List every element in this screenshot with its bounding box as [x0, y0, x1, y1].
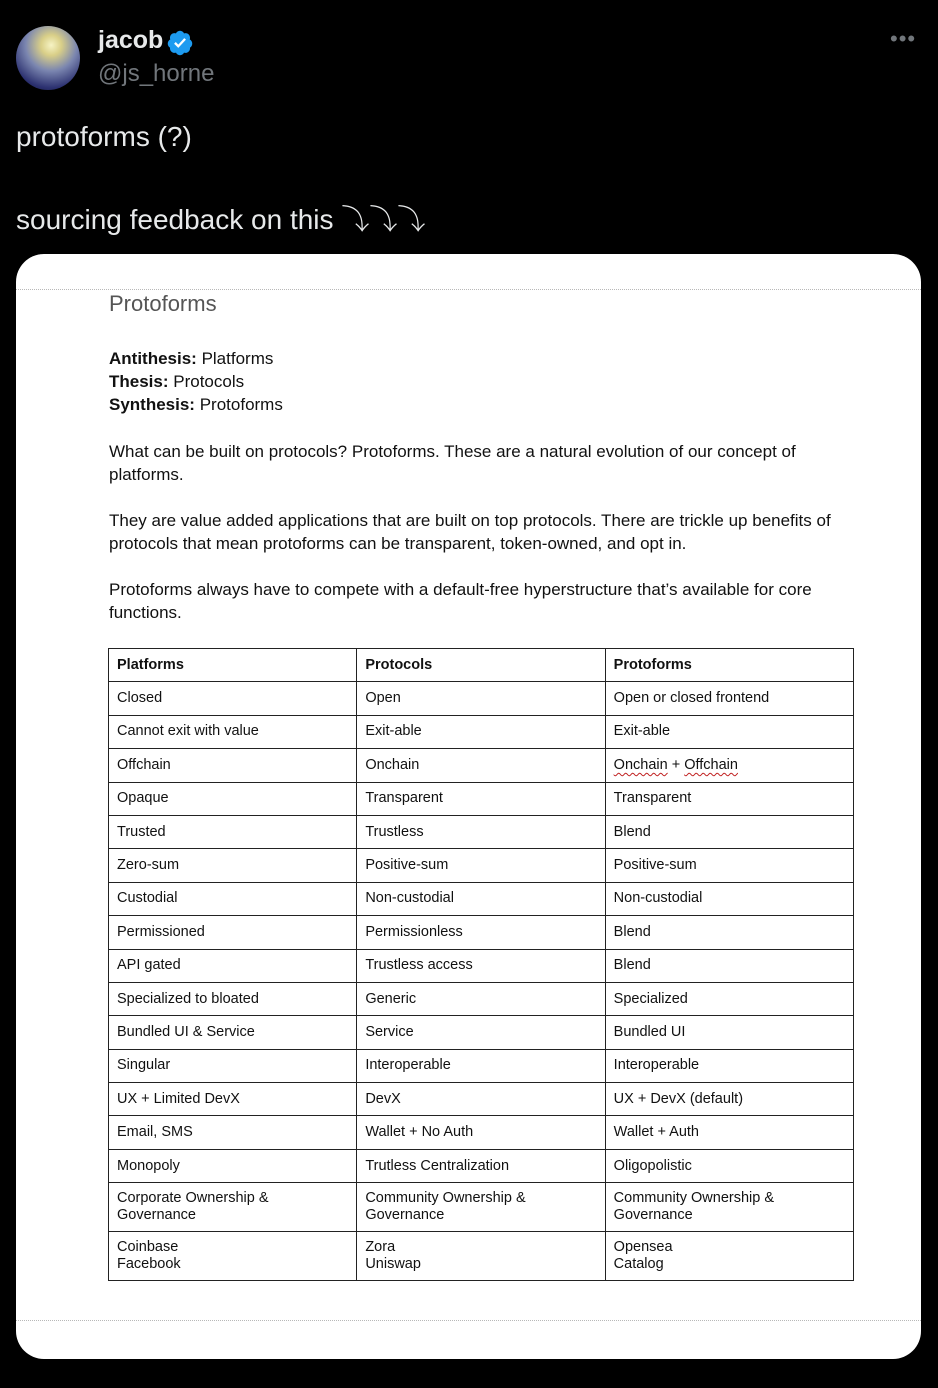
- table-row: [109, 1049, 854, 1082]
- table-row: [109, 916, 854, 949]
- verified-badge-icon: [166, 29, 194, 57]
- table-cell: Corporate Ownership & Governance: [109, 1183, 357, 1232]
- table-cell: Bundled UI: [605, 1016, 853, 1049]
- table-row: [109, 949, 854, 982]
- author-handle[interactable]: @js_horne: [98, 60, 215, 87]
- table-cell: UX + DevX (default): [605, 1083, 853, 1116]
- table-row: [109, 982, 854, 1015]
- table-row: [109, 1116, 854, 1149]
- table-cell: Transparent: [357, 782, 605, 815]
- table-cell: Opensea Catalog: [605, 1232, 853, 1281]
- paragraph-3: Protoforms always have to compete with a default-free hyperstructure that’s available for core functions.: [109, 580, 812, 622]
- table-cell: Blend: [605, 815, 853, 848]
- table-cell: Trustless access: [357, 949, 605, 982]
- table-cell: Positive-sum: [605, 849, 853, 882]
- table-cell: Permissioned: [109, 916, 357, 949]
- page-top-border: [16, 289, 921, 290]
- table-cell: Custodial: [109, 882, 357, 915]
- table-cell: Onchain: [357, 749, 605, 782]
- page-bottom-border: [16, 1320, 921, 1321]
- table-row: [109, 1083, 854, 1116]
- table-cell: Transparent: [605, 782, 853, 815]
- table-cell: Exit-able: [357, 715, 605, 748]
- table-cell: Trusted: [109, 815, 357, 848]
- table-row: [109, 815, 854, 848]
- table-cell: Zero-sum: [109, 849, 357, 882]
- table-row: [109, 782, 854, 815]
- table-cell: Community Ownership & Governance: [605, 1183, 853, 1232]
- table-header-cell: Platforms: [109, 649, 357, 682]
- table-cell: Email, SMS: [109, 1116, 357, 1149]
- table-row: [109, 1016, 854, 1049]
- table-cell: Zora Uniswap: [357, 1232, 605, 1281]
- table-cell: Blend: [605, 949, 853, 982]
- table-cell: Interoperable: [605, 1049, 853, 1082]
- table-cell: Onchain + Offchain: [605, 749, 853, 782]
- table-cell: Coinbase Facebook: [109, 1232, 357, 1281]
- table-cell: Bundled UI & Service: [109, 1016, 357, 1049]
- table-cell: Wallet + No Auth: [357, 1116, 605, 1149]
- antithesis-line: Antithesis: Platforms: [109, 349, 274, 368]
- table-cell: Offchain: [109, 749, 357, 782]
- table-cell: Open or closed frontend: [605, 682, 853, 715]
- table-cell: Non-custodial: [605, 882, 853, 915]
- table-cell: Specialized to bloated: [109, 982, 357, 1015]
- table-row: [109, 682, 854, 715]
- table-cell: Non-custodial: [357, 882, 605, 915]
- table-cell: API gated: [109, 949, 357, 982]
- table-header-cell: Protoforms: [605, 649, 853, 682]
- table-cell: UX + Limited DevX: [109, 1083, 357, 1116]
- table-cell: Specialized: [605, 982, 853, 1015]
- table-row: [109, 882, 854, 915]
- tweet-text-line-1: protoforms (?): [16, 121, 192, 152]
- table-cell: Trutless Centralization: [357, 1149, 605, 1182]
- avatar[interactable]: [16, 26, 80, 90]
- table-cell: Open: [357, 682, 605, 715]
- table-row: [109, 749, 854, 782]
- table-cell: Positive-sum: [357, 849, 605, 882]
- table-cell: Interoperable: [357, 1049, 605, 1082]
- author-name[interactable]: jacob: [98, 26, 164, 54]
- table-row: [109, 849, 854, 882]
- table-cell: Exit-able: [605, 715, 853, 748]
- table-cell: Permissionless: [357, 916, 605, 949]
- table-cell: Wallet + Auth: [605, 1116, 853, 1149]
- table-cell: Trustless: [357, 815, 605, 848]
- table-cell: DevX: [357, 1083, 605, 1116]
- table-row: [109, 1232, 854, 1281]
- table-cell: Generic: [357, 982, 605, 1015]
- tweet-image[interactable]: [16, 254, 921, 1359]
- table-header-row: [109, 649, 854, 682]
- comparison-table: [108, 648, 854, 1281]
- table-cell: Monopoly: [109, 1149, 357, 1182]
- tweet-header: [0, 0, 938, 100]
- doc-title: Protoforms: [109, 291, 217, 316]
- thesis-line: Thesis: Protocols: [109, 372, 245, 391]
- table-cell: Closed: [109, 682, 357, 715]
- table-row: [109, 1149, 854, 1182]
- tweet-text-line-2: sourcing feedback on this ⤵⤵⤵: [16, 204, 426, 235]
- table-cell: Blend: [605, 916, 853, 949]
- table-cell: Cannot exit with value: [109, 715, 357, 748]
- table-row: [109, 1183, 854, 1232]
- paragraph-2: They are value added applications that are built on top protocols. There are trickle up benefits of protocols that mean protoforms can be transparent, token-owned, and opt in.: [109, 511, 831, 553]
- more-options-icon[interactable]: •••: [890, 26, 917, 51]
- synthesis-line: Synthesis: Protoforms: [109, 395, 283, 414]
- paragraph-1: What can be built on protocols? Protoforms. These are a natural evolution of our concept of platforms.: [109, 442, 796, 484]
- table-row: [109, 715, 854, 748]
- table-cell: Oligopolistic: [605, 1149, 853, 1182]
- table-cell: Singular: [109, 1049, 357, 1082]
- table-cell: Community Ownership & Governance: [357, 1183, 605, 1232]
- table-header-cell: Protocols: [357, 649, 605, 682]
- table-cell: Opaque: [109, 782, 357, 815]
- table-cell: Service: [357, 1016, 605, 1049]
- definition-block: [109, 347, 869, 416]
